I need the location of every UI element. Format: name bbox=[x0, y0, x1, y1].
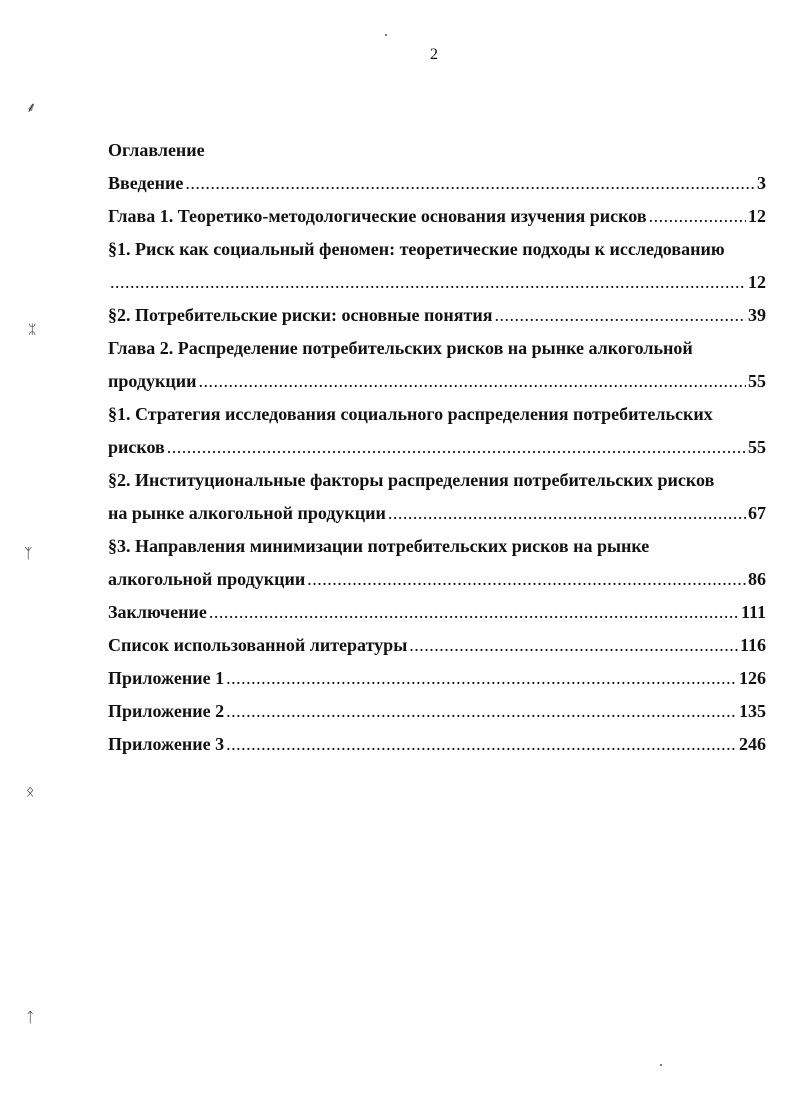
toc-title: Оглавление bbox=[108, 140, 205, 160]
dot-leader bbox=[209, 596, 739, 629]
toc-entry-leader-line bbox=[108, 629, 766, 662]
toc-entry-leader-line bbox=[108, 431, 766, 464]
toc-entry-title: Приложение 1 bbox=[108, 668, 225, 688]
toc-entry[interactable] bbox=[108, 596, 766, 629]
toc-entry-page: 126 bbox=[739, 668, 766, 688]
toc-entry-page: 55 bbox=[748, 437, 766, 457]
dot-leader bbox=[649, 200, 746, 233]
toc-entry-title: рисков bbox=[108, 437, 165, 457]
toc-entry-title: Заключение bbox=[108, 602, 207, 622]
dot-leader bbox=[110, 266, 746, 299]
dot-leader bbox=[409, 629, 738, 662]
toc-entry-line: §1. Стратегия исследования социального распределения потребительских bbox=[108, 404, 713, 424]
toc-entry[interactable] bbox=[108, 662, 766, 695]
dot-leader bbox=[494, 299, 746, 332]
toc-entry-title: Приложение 3 bbox=[108, 734, 225, 754]
toc-entry-leader-line bbox=[108, 200, 766, 233]
table-of-contents bbox=[108, 134, 766, 761]
toc-entry-title: Приложение 2 bbox=[108, 701, 225, 721]
toc-entry-page: 135 bbox=[739, 701, 766, 721]
dot-leader bbox=[167, 431, 746, 464]
toc-entry-line: Глава 2. Распределение потребительских рисков на рынке алкогольной bbox=[108, 338, 693, 358]
dot-leader bbox=[388, 497, 746, 530]
scan-mark-icon: ᛟ bbox=[26, 784, 35, 800]
toc-entry-page: 67 bbox=[748, 503, 766, 523]
toc-entry-page: 12 bbox=[748, 272, 766, 292]
toc-entry[interactable] bbox=[108, 695, 766, 728]
toc-entry-leader-line bbox=[108, 662, 766, 695]
toc-entry-leader-line bbox=[108, 728, 766, 761]
dot-leader bbox=[185, 167, 755, 200]
scan-mark-icon: ᛯ bbox=[28, 322, 37, 338]
toc-entry[interactable] bbox=[108, 167, 766, 200]
toc-entry-leader-line bbox=[108, 497, 766, 530]
toc-entry-line: §2. Институциональные факторы распределения потребительских рисков bbox=[108, 470, 715, 490]
toc-entry-leader-line bbox=[108, 563, 766, 596]
toc-entry-leader-line bbox=[108, 299, 766, 332]
toc-entry-title: алкогольной продукции bbox=[108, 569, 306, 589]
toc-entry-line: §3. Направления минимизации потребительских рисков на рынке bbox=[108, 536, 650, 556]
toc-entry-leader-line bbox=[108, 266, 766, 299]
toc-entry-title: Список использованной литературы bbox=[108, 635, 408, 655]
toc-entry-page: 12 bbox=[748, 206, 766, 226]
toc-entry-title: продукции bbox=[108, 371, 197, 391]
toc-entry-page: 246 bbox=[739, 734, 766, 754]
toc-entry-title: на рынке алкогольной продукции bbox=[108, 503, 386, 523]
toc-entry-title: Введение bbox=[108, 173, 184, 193]
toc-entry[interactable] bbox=[108, 464, 766, 530]
scan-mark-icon: ᛏ bbox=[26, 1010, 35, 1026]
toc-entry-leader-line bbox=[108, 695, 766, 728]
toc-entry[interactable] bbox=[108, 728, 766, 761]
toc-entry-title: Глава 1. Теоретико-методологические основания изучения рисков bbox=[108, 206, 647, 226]
toc-entry-title: §2. Потребительские риски: основные понятия bbox=[108, 305, 493, 325]
toc-entry[interactable] bbox=[108, 299, 766, 332]
toc-entry-page: 39 bbox=[748, 305, 766, 325]
dot-leader bbox=[226, 662, 737, 695]
scan-mark-icon: ⸙ bbox=[26, 100, 37, 116]
toc-entry-leader-line bbox=[108, 596, 766, 629]
scan-mark-icon: ᛉ bbox=[24, 546, 33, 562]
toc-entry-leader-line bbox=[108, 167, 766, 200]
dot-leader bbox=[198, 365, 746, 398]
toc-entry[interactable] bbox=[108, 200, 766, 233]
toc-entry-page: 3 bbox=[757, 173, 766, 193]
toc-entry-leader-line bbox=[108, 365, 766, 398]
toc-entry-line: §1. Риск как социальный феномен: теоретические подходы к исследованию bbox=[108, 239, 725, 259]
toc-entry-page: 111 bbox=[740, 602, 766, 622]
toc-entry[interactable] bbox=[108, 530, 766, 596]
dot-leader bbox=[226, 695, 737, 728]
scan-dot bbox=[385, 34, 387, 36]
toc-entry[interactable] bbox=[108, 629, 766, 662]
toc-entry-page: 86 bbox=[748, 569, 766, 589]
dot-leader bbox=[226, 728, 737, 761]
toc-entry[interactable] bbox=[108, 233, 766, 299]
toc-entry-page: 55 bbox=[748, 371, 766, 391]
dot-leader bbox=[307, 563, 746, 596]
toc-entry[interactable] bbox=[108, 398, 766, 464]
toc-entry-page: 116 bbox=[739, 635, 766, 655]
page-number: 2 bbox=[430, 46, 438, 63]
scan-dot bbox=[660, 1064, 662, 1066]
toc-entries bbox=[108, 167, 766, 761]
toc-entry[interactable] bbox=[108, 332, 766, 398]
